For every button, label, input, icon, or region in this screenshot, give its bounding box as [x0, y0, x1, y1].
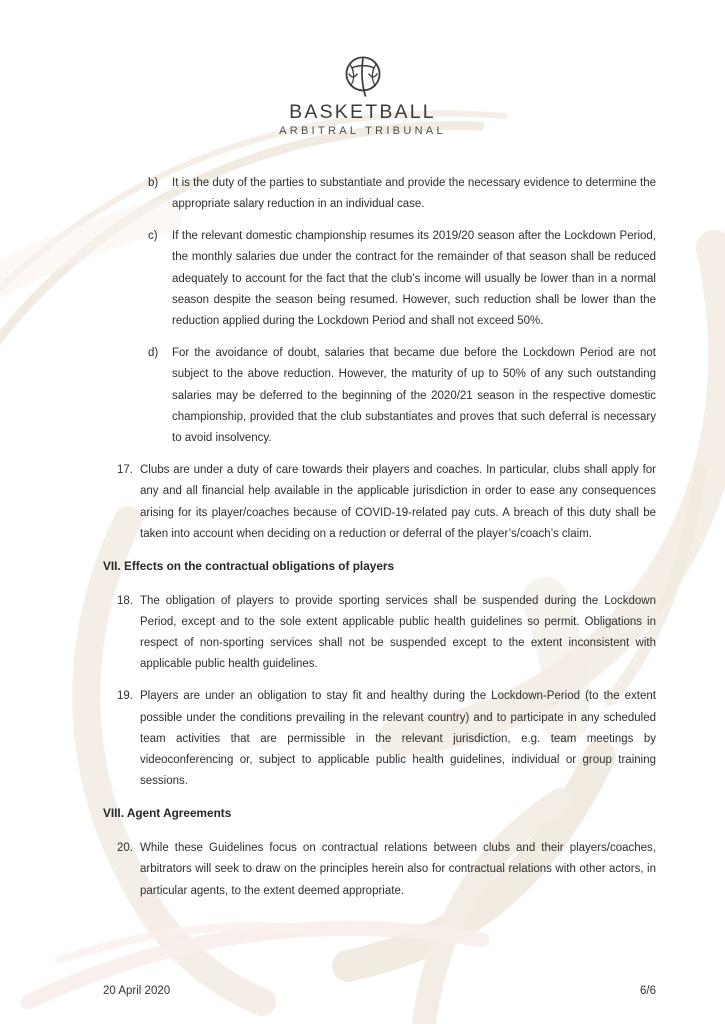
list-item-18 — [117, 591, 725, 676]
list-item-19 — [117, 686, 725, 792]
list-item-text: While these Guidelines focus on contractual relations between clubs and their players/coaches, arbitrators will seek to draw on the principles herein also for contractual relations with other actors, in particular agents, to the extent deemed appropriate. — [140, 842, 656, 897]
list-item-text: Clubs are under a duty of care towards their players and coaches. In particular, clubs shall apply for any and all financial help available in the applicable jurisdiction in order to ease any consequences arising for its player/coaches because of COVID-19-related pay cuts. A breach of this duty shall be taken into account when deciding on a reduction or deferral of the player’s/coach’s claim. — [140, 464, 656, 540]
document-body — [0, 173, 725, 912]
basketball-scales-icon — [339, 53, 387, 100]
list-item-text: If the relevant domestic championship resumes its 2019/20 season after the Lockdown Period, the monthly salaries due under the contract for the remainder of that season shall be reduced adequately to account for the fact that the club’s income will usually be lower than in a normal season despite the season being resumed. However, such reduction shall be lower than the reduction applied during the Lockdown Period and shall not exceed 50%. — [172, 230, 656, 328]
footer-page-number: 6/6 — [640, 985, 656, 997]
list-item-c — [148, 226, 725, 332]
list-item-label: 18. — [117, 594, 133, 607]
section-heading-vii: VII. Effects on the contractual obligations of players — [103, 558, 395, 573]
bat-logo — [0, 53, 725, 138]
section-heading-viii: VIII. Agent Agreements — [103, 806, 232, 821]
logo-subtitle: ARBITRAL TRIBUNAL — [279, 125, 446, 137]
list-item-label: c) — [148, 230, 158, 243]
list-item-label: d) — [148, 347, 159, 360]
page-footer — [103, 985, 656, 997]
list-item-text: Players are under an obligation to stay fit and healthy during the Lockdown-Period (to the extent possible under the conditions prevailing in the relevant country) and to participate in any scheduled team activities that are permissible in the relevant jurisdiction, e.g. team meetings by videoconferencing or, subject to applicable public health guidelines, individual or group training sessions. — [140, 690, 656, 788]
list-item-d — [148, 343, 725, 449]
logo-title: BASKETBALL — [289, 101, 436, 123]
list-item-label: 17. — [117, 464, 133, 477]
list-item-label: 20. — [117, 842, 133, 855]
list-item-20 — [117, 838, 725, 902]
list-item-label: 19. — [117, 690, 133, 703]
footer-date: 20 April 2020 — [103, 985, 171, 997]
list-item-17 — [117, 460, 725, 545]
list-item-text: The obligation of players to provide sporting services shall be suspended during the Lockdown Period, except and to the sole extent applicable public health guidelines so permit. Obligations in respect of non-sporting services shall not be suspended except to the extent inconsistent with applicable public health guidelines. — [140, 594, 656, 671]
list-item-label: b) — [148, 177, 159, 189]
list-item-b — [148, 173, 725, 216]
list-item-text: It is the duty of the parties to substantiate and provide the necessary evidence to determine the appropriate salary reduction in an individual case. — [172, 177, 656, 211]
list-item-text: For the avoidance of doubt, salaries that became due before the Lockdown Period are not subject to the above reduction. However, the maturity of up to 50% of any such outstanding salaries may be deferred to the beginning of the 2020/21 season in the respective domestic championship, provided that the club substantiates and proves that such deferral is necessary to avoid insolvency. — [172, 347, 656, 445]
